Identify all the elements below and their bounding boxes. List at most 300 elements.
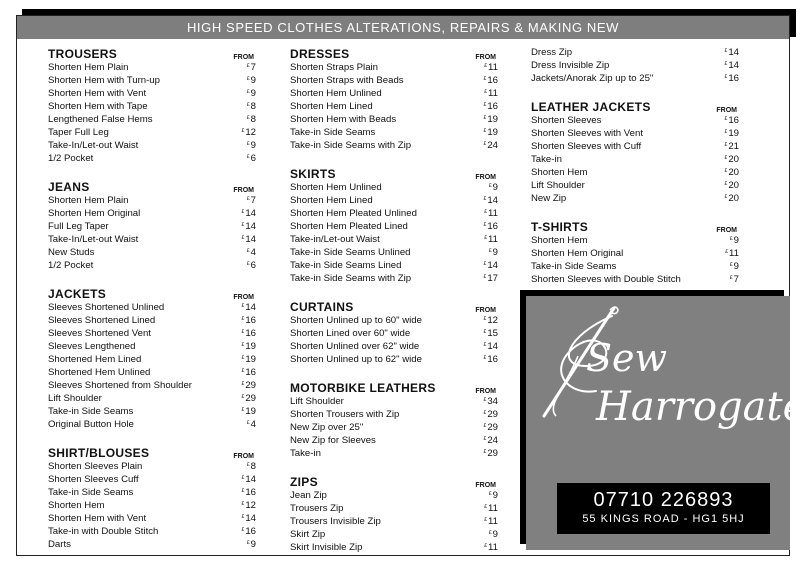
service-price <box>474 315 498 326</box>
price-value: 14 <box>245 208 256 219</box>
service-label: Take-in Side Seams Lined <box>290 260 402 271</box>
price-row <box>531 234 739 247</box>
price-value: 9 <box>492 490 498 501</box>
price-value: 19 <box>245 406 256 417</box>
price-section <box>531 46 739 85</box>
price-value: 9 <box>250 140 256 151</box>
currency-symbol: £ <box>241 394 245 400</box>
currency-symbol: £ <box>484 504 488 510</box>
service-price <box>715 235 739 246</box>
price-value: 20 <box>728 167 739 178</box>
price-row <box>290 233 498 246</box>
section-header <box>48 445 256 460</box>
price-value: 16 <box>245 328 256 339</box>
price-value: 14 <box>487 341 498 352</box>
section-title: DRESSES <box>290 47 350 61</box>
currency-symbol: £ <box>724 142 728 148</box>
currency-symbol: £ <box>241 342 245 348</box>
service-label: Sleeves Shortened from Shoulder <box>48 380 192 391</box>
section-title: SKIRTS <box>290 167 336 181</box>
section-title: CURTAINS <box>290 300 354 314</box>
section-title: TROUSERS <box>48 47 118 61</box>
currency-symbol: £ <box>724 116 728 122</box>
service-price <box>232 153 256 164</box>
currency-symbol: £ <box>484 543 488 549</box>
price-row <box>290 100 498 113</box>
price-value: 14 <box>245 302 256 313</box>
price-value: 7 <box>250 62 256 73</box>
price-value: 8 <box>250 114 256 125</box>
service-label: Shorten Hem Plain <box>48 62 129 73</box>
price-row <box>48 392 256 405</box>
service-price <box>232 393 256 404</box>
price-row <box>290 434 498 447</box>
price-row <box>290 194 498 207</box>
price-row <box>290 541 498 554</box>
price-value: 17 <box>487 273 498 284</box>
currency-symbol: £ <box>241 209 245 215</box>
price-row <box>48 473 256 486</box>
price-value: 29 <box>487 422 498 433</box>
section-header <box>290 380 498 395</box>
price-value: 19 <box>728 128 739 139</box>
service-price <box>474 234 498 245</box>
currency-symbol: £ <box>483 329 487 335</box>
price-value: 15 <box>487 328 498 339</box>
price-row <box>290 502 498 515</box>
currency-symbol: £ <box>246 196 250 202</box>
price-row <box>290 447 498 460</box>
service-price <box>474 101 498 112</box>
price-value: 11 <box>488 503 498 514</box>
price-row <box>531 140 739 153</box>
currency-symbol: £ <box>729 236 733 242</box>
currency-symbol: £ <box>483 196 487 202</box>
price-row <box>48 87 256 100</box>
service-price <box>715 141 739 152</box>
currency-symbol: £ <box>483 76 487 82</box>
currency-symbol: £ <box>483 274 487 280</box>
service-label: Shortened Hem Lined <box>48 354 142 365</box>
price-value: 16 <box>487 101 498 112</box>
section-header <box>290 299 498 314</box>
price-row <box>48 512 256 525</box>
price-value: 9 <box>492 529 498 540</box>
section-header <box>290 474 498 489</box>
currency-symbol: £ <box>724 155 728 161</box>
service-price <box>232 328 256 339</box>
price-value: 9 <box>250 88 256 99</box>
service-label: Shorten Hem Plain <box>48 195 129 206</box>
service-price <box>232 221 256 232</box>
price-value: 16 <box>245 526 256 537</box>
price-value: 9 <box>250 75 256 86</box>
currency-symbol: £ <box>246 141 250 147</box>
price-row <box>48 194 256 207</box>
service-price <box>474 140 498 151</box>
service-price <box>715 154 739 165</box>
price-row <box>290 259 498 272</box>
price-row <box>531 273 739 286</box>
service-price <box>232 127 256 138</box>
service-label: Shorten Sleeves <box>531 115 602 126</box>
service-price <box>474 354 498 365</box>
price-value: 4 <box>250 247 256 258</box>
price-row <box>290 353 498 366</box>
price-row <box>290 74 498 87</box>
section-header <box>48 179 256 194</box>
currency-symbol: £ <box>483 410 487 416</box>
price-value: 24 <box>487 140 498 151</box>
price-row <box>48 220 256 233</box>
currency-symbol: £ <box>483 449 487 455</box>
price-row <box>48 113 256 126</box>
section-header <box>48 286 256 301</box>
service-price <box>474 490 498 501</box>
price-row <box>290 87 498 100</box>
price-row <box>531 114 739 127</box>
service-label: Shorten Hem Pleated Lined <box>290 221 408 232</box>
service-price <box>474 62 498 73</box>
service-price <box>474 542 498 553</box>
price-value: 14 <box>245 234 256 245</box>
price-section <box>48 179 256 272</box>
service-price <box>232 247 256 258</box>
service-price <box>232 302 256 313</box>
currency-symbol: £ <box>246 63 250 69</box>
price-section <box>290 474 498 554</box>
currency-symbol: £ <box>241 128 245 134</box>
service-price <box>474 396 498 407</box>
currency-symbol: £ <box>241 527 245 533</box>
section-title: JACKETS <box>48 287 107 301</box>
service-label: Take-in <box>290 448 321 459</box>
from-label: FROM <box>475 482 496 489</box>
service-price <box>232 474 256 485</box>
section-title: ZIPS <box>290 475 318 489</box>
service-price <box>715 47 739 58</box>
section-header <box>531 219 739 234</box>
service-price <box>715 115 739 126</box>
service-price <box>232 62 256 73</box>
service-label: Shorten Hem Original <box>531 248 624 259</box>
currency-symbol: £ <box>483 115 487 121</box>
price-row <box>290 207 498 220</box>
currency-symbol: £ <box>241 235 245 241</box>
service-label: Take-in Side Seams with Zip <box>290 273 412 284</box>
currency-symbol: £ <box>246 248 250 254</box>
price-value: 14 <box>728 47 739 58</box>
currency-symbol: £ <box>724 129 728 135</box>
price-value: 7 <box>250 195 256 206</box>
service-price <box>715 274 739 285</box>
service-label: Jackets/Anorak Zip up to 25" <box>531 73 654 84</box>
currency-symbol: £ <box>483 261 487 267</box>
service-price <box>232 101 256 112</box>
section-header <box>48 46 256 61</box>
price-row <box>48 139 256 152</box>
service-label: Shorten Hem Unlined <box>290 88 382 99</box>
service-price <box>474 208 498 219</box>
from-label: FROM <box>233 294 254 301</box>
service-price <box>232 88 256 99</box>
currency-symbol: £ <box>729 262 733 268</box>
price-row <box>290 220 498 233</box>
price-row <box>531 166 739 179</box>
service-price <box>474 435 498 446</box>
service-label: Shorten Sleeves with Vent <box>531 128 643 139</box>
price-value: 14 <box>245 221 256 232</box>
price-row <box>531 127 739 140</box>
price-section <box>290 299 498 366</box>
service-price <box>232 234 256 245</box>
price-row <box>531 59 739 72</box>
service-price <box>232 539 256 550</box>
service-price <box>232 419 256 430</box>
service-label: 1/2 Pocket <box>48 260 94 271</box>
price-value: 16 <box>487 354 498 365</box>
service-price <box>474 127 498 138</box>
section-header <box>531 99 739 114</box>
service-label: Lift Shoulder <box>290 396 344 407</box>
currency-symbol: £ <box>729 275 733 281</box>
price-value: 14 <box>487 195 498 206</box>
from-label: FROM <box>233 54 254 61</box>
currency-symbol: £ <box>246 462 250 468</box>
service-price <box>474 75 498 86</box>
service-price <box>474 88 498 99</box>
service-price <box>474 448 498 459</box>
service-price <box>474 503 498 514</box>
price-row <box>48 460 256 473</box>
price-row <box>48 74 256 87</box>
price-row <box>290 528 498 541</box>
section-title: LEATHER JACKETS <box>531 100 651 114</box>
service-label: Shorten Straps Plain <box>290 62 378 73</box>
service-label: Shorten Hem with Vent <box>48 88 147 99</box>
currency-symbol: £ <box>483 222 487 228</box>
service-price <box>232 75 256 86</box>
price-value: 16 <box>487 75 498 86</box>
price-value: 20 <box>728 154 739 165</box>
price-value: 12 <box>245 500 256 511</box>
service-label: Take-in <box>531 154 562 165</box>
currency-symbol: £ <box>241 488 245 494</box>
price-value: 9 <box>250 539 256 550</box>
service-label: Darts <box>48 539 71 550</box>
price-value: 29 <box>487 448 498 459</box>
price-row <box>48 126 256 139</box>
currency-symbol: £ <box>483 436 487 442</box>
price-column-2 <box>290 46 498 568</box>
service-price <box>474 114 498 125</box>
service-label: Take-in Side Seams <box>290 127 376 138</box>
price-value: 19 <box>245 354 256 365</box>
from-label: FROM <box>475 388 496 395</box>
price-section <box>48 46 256 165</box>
price-value: 16 <box>487 221 498 232</box>
service-label: Skirt Invisible Zip <box>290 542 363 553</box>
price-value: 6 <box>250 260 256 271</box>
service-label: Skirt Zip <box>290 529 326 540</box>
from-label: FROM <box>716 107 737 114</box>
price-row <box>48 259 256 272</box>
currency-symbol: £ <box>724 181 728 187</box>
service-label: Shorten Sleeves with Cuff <box>531 141 642 152</box>
currency-symbol: £ <box>241 381 245 387</box>
service-price <box>232 354 256 365</box>
service-price <box>232 513 256 524</box>
service-label: Jean Zip <box>290 490 327 501</box>
section-title: SHIRT/BLOUSES <box>48 446 150 460</box>
currency-symbol: £ <box>241 475 245 481</box>
price-row <box>48 314 256 327</box>
price-row <box>531 153 739 166</box>
currency-symbol: £ <box>241 222 245 228</box>
service-label: Shorten Hem with Turn-up <box>48 75 160 86</box>
service-label: Shorten Hem <box>531 167 588 178</box>
price-value: 11 <box>729 248 739 259</box>
price-row <box>48 405 256 418</box>
price-section <box>290 166 498 285</box>
currency-symbol: £ <box>724 61 728 67</box>
price-row <box>290 489 498 502</box>
service-label: Full Leg Taper <box>48 221 109 232</box>
price-row <box>531 179 739 192</box>
service-price <box>232 140 256 151</box>
from-label: FROM <box>233 453 254 460</box>
service-label: Shortened Hem Unlined <box>48 367 151 378</box>
service-price <box>232 380 256 391</box>
currency-symbol: £ <box>483 316 487 322</box>
service-label: Original Button Hole <box>48 419 134 430</box>
service-price <box>232 367 256 378</box>
price-value: 9 <box>492 182 498 193</box>
service-price <box>474 328 498 339</box>
price-row <box>48 499 256 512</box>
service-price <box>474 260 498 271</box>
service-price <box>474 247 498 258</box>
currency-symbol: £ <box>484 89 488 95</box>
service-price <box>232 526 256 537</box>
service-label: Take-in Side Seams <box>531 261 617 272</box>
currency-symbol: £ <box>483 397 487 403</box>
currency-symbol: £ <box>246 102 250 108</box>
section-title: T-SHIRTS <box>531 220 589 234</box>
service-label: Sleeves Shortened Unlined <box>48 302 165 313</box>
currency-symbol: £ <box>241 316 245 322</box>
service-label: Shorten Hem <box>531 235 588 246</box>
currency-symbol: £ <box>483 128 487 134</box>
brand-line-2: Harrogate <box>596 384 806 430</box>
phone-number[interactable]: 07710 226893 <box>593 489 734 511</box>
price-value: 29 <box>245 393 256 404</box>
service-price <box>232 341 256 352</box>
currency-symbol: £ <box>488 183 492 189</box>
service-label: Take-in with Double Stitch <box>48 526 159 537</box>
currency-symbol: £ <box>246 540 250 546</box>
service-label: Shorten Hem Pleated Unlined <box>290 208 417 219</box>
page-header: HIGH SPEED CLOTHES ALTERATIONS, REPAIRS & MAKING NEW <box>17 16 789 39</box>
currency-symbol: £ <box>484 63 488 69</box>
service-label: Shorten Hem Lined <box>290 101 373 112</box>
service-price <box>232 260 256 271</box>
price-value: 16 <box>245 367 256 378</box>
currency-symbol: £ <box>724 74 728 80</box>
currency-symbol: £ <box>484 235 488 241</box>
price-value: 24 <box>487 435 498 446</box>
price-value: 12 <box>487 315 498 326</box>
price-row <box>48 246 256 259</box>
service-label: 1/2 Pocket <box>48 153 94 164</box>
service-price <box>715 261 739 272</box>
service-label: Take-in Side Seams <box>48 406 134 417</box>
service-label: Sleeves Lengthened <box>48 341 136 352</box>
service-label: Shorten Hem <box>48 500 105 511</box>
price-row <box>290 314 498 327</box>
from-label: FROM <box>233 187 254 194</box>
price-row <box>48 418 256 431</box>
service-price <box>232 487 256 498</box>
service-label: Take-In/Let-out Waist <box>48 140 139 151</box>
service-price <box>715 60 739 71</box>
price-row <box>48 353 256 366</box>
price-row <box>48 340 256 353</box>
price-row <box>48 207 256 220</box>
price-row <box>531 46 739 59</box>
currency-symbol: £ <box>483 423 487 429</box>
price-row <box>290 181 498 194</box>
brand-line-1: Sew <box>586 336 668 380</box>
price-row <box>531 72 739 85</box>
currency-symbol: £ <box>241 514 245 520</box>
service-label: Dress Zip <box>531 47 573 58</box>
price-value: 20 <box>728 180 739 191</box>
price-section <box>290 46 498 152</box>
currency-symbol: £ <box>483 141 487 147</box>
service-label: Shorten Hem with Tape <box>48 101 148 112</box>
price-value: 6 <box>250 153 256 164</box>
price-row <box>48 100 256 113</box>
price-value: 29 <box>245 380 256 391</box>
service-price <box>474 221 498 232</box>
price-value: 8 <box>250 101 256 112</box>
price-value: 11 <box>488 234 498 245</box>
price-value: 8 <box>250 461 256 472</box>
service-price <box>715 193 739 204</box>
price-value: 14 <box>245 513 256 524</box>
price-row <box>290 340 498 353</box>
service-price <box>232 114 256 125</box>
price-row <box>531 192 739 205</box>
service-price <box>715 180 739 191</box>
service-label: Shorten Hem Original <box>48 208 141 219</box>
price-column-1 <box>48 46 256 565</box>
price-value: 11 <box>488 88 498 99</box>
service-label: Take-in Side Seams Unlined <box>290 247 411 258</box>
service-price <box>474 529 498 540</box>
price-value: 19 <box>245 341 256 352</box>
price-value: 20 <box>728 193 739 204</box>
currency-symbol: £ <box>484 209 488 215</box>
service-label: Dress Invisible Zip <box>531 60 610 71</box>
service-label: Shorten Unlined up to 60" wide <box>290 315 422 326</box>
price-column-3 <box>531 46 739 300</box>
price-value: 14 <box>245 474 256 485</box>
service-label: Shorten Hem Unlined <box>290 182 382 193</box>
service-label: Take-in/Let-out Waist <box>290 234 380 245</box>
address: 55 KINGS ROAD - HG1 5HJ <box>582 513 745 525</box>
